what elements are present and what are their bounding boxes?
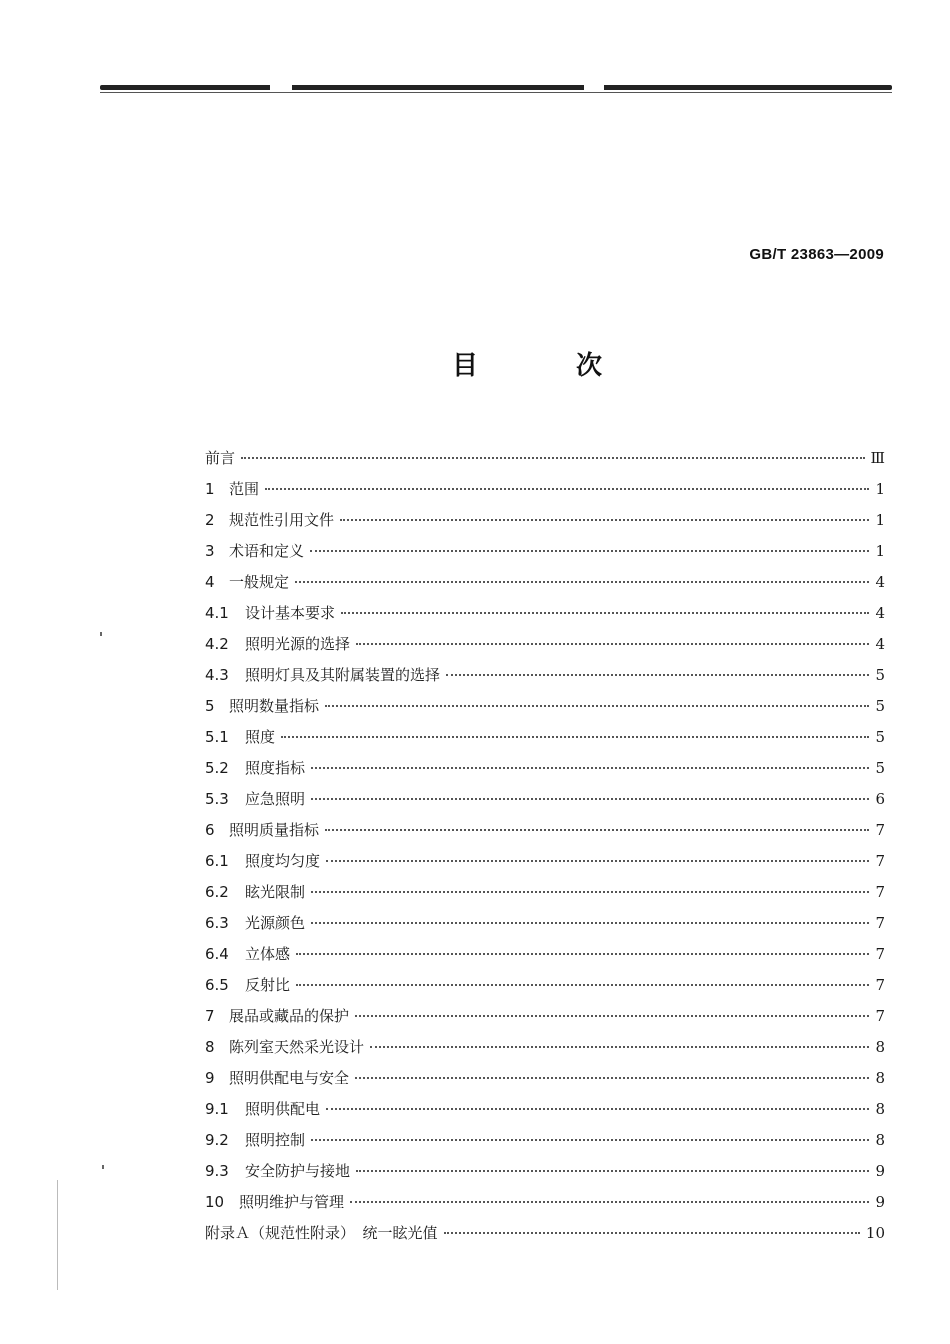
toc-entry-page: 1: [875, 542, 885, 560]
toc-entry-number: 8: [205, 1038, 215, 1056]
dot-leader: [311, 798, 869, 800]
toc-entry[interactable]: [205, 784, 885, 815]
toc-entry-page: 7: [875, 883, 885, 901]
toc-entry[interactable]: [205, 505, 885, 536]
toc-entry-label: 眩光限制: [245, 883, 306, 901]
toc-entry-page: 9: [875, 1193, 885, 1211]
toc-entry-number: 9.3: [205, 1162, 229, 1180]
toc-entry-label: 照明供配电与安全: [229, 1069, 350, 1087]
toc-entry-page: 8: [875, 1131, 885, 1149]
toc-entry[interactable]: [205, 1156, 885, 1187]
dot-leader: [281, 736, 869, 738]
dot-leader: [311, 1139, 869, 1141]
toc-entry-number: 5.1: [205, 728, 229, 746]
toc-entry-label: 照明维护与管理: [239, 1193, 345, 1211]
dot-leader: [446, 674, 869, 676]
dot-leader: [296, 953, 869, 955]
toc-entry[interactable]: [205, 908, 885, 939]
toc-entry-number: 4.1: [205, 604, 229, 622]
toc-entry-label: 照度指标: [245, 759, 306, 777]
toc-entry-label: 光源颜色: [245, 914, 306, 932]
toc-entry-page: 4: [875, 635, 885, 653]
toc-entry-page: 7: [875, 1007, 885, 1025]
toc-entry-number: 5.3: [205, 790, 229, 808]
toc-entry-number: 2: [205, 511, 215, 529]
toc-entry-label: 附录Ａ（规范性附录） 统一眩光值: [205, 1224, 438, 1242]
dot-leader: [295, 581, 869, 583]
dot-leader: [326, 860, 869, 862]
toc-entry-page: 7: [875, 821, 885, 839]
scan-edge-line: [57, 1180, 58, 1290]
toc-entry-page: 8: [875, 1069, 885, 1087]
toc-entry[interactable]: [205, 443, 885, 474]
toc-entry-number: 9: [205, 1069, 215, 1087]
dot-leader: [310, 550, 869, 552]
dot-leader: [265, 488, 869, 490]
toc-entry-page: 5: [875, 759, 885, 777]
toc-entry-page: 1: [875, 511, 885, 529]
dot-leader: [444, 1232, 860, 1234]
toc-entry[interactable]: [205, 970, 885, 1001]
dot-leader: [311, 922, 869, 924]
toc-entry-page: 10: [865, 1224, 885, 1242]
toc-entry-page: 9: [875, 1162, 885, 1180]
toc-entry-label: 照明供配电: [245, 1100, 321, 1118]
toc-entry-number: 6.3: [205, 914, 229, 932]
toc-entry-label: 应急照明: [245, 790, 306, 808]
standard-number: GB/T 23863—2009: [749, 246, 884, 263]
toc-entry-number: 5.2: [205, 759, 229, 777]
dot-leader: [326, 1108, 869, 1110]
margin-mark: [102, 1165, 104, 1169]
toc-entry[interactable]: [205, 474, 885, 505]
dot-leader: [355, 1077, 869, 1079]
toc-entry-page: 7: [875, 945, 885, 963]
dot-leader: [370, 1046, 869, 1048]
toc-entry[interactable]: [205, 629, 885, 660]
toc-entry[interactable]: [205, 815, 885, 846]
toc-entry[interactable]: [205, 536, 885, 567]
toc-entry[interactable]: [205, 722, 885, 753]
toc-entry-label: 照明质量指标: [229, 821, 320, 839]
margin-mark: [100, 632, 102, 636]
toc-entry-number: 6.1: [205, 852, 229, 870]
dot-leader: [355, 1015, 869, 1017]
toc-entry-number: 7: [205, 1007, 215, 1025]
header-rule: [100, 83, 892, 94]
toc-entry[interactable]: [205, 1001, 885, 1032]
toc-entry[interactable]: [205, 691, 885, 722]
toc-entry-label: 范围: [229, 480, 260, 498]
toc-entry-page: 5: [875, 666, 885, 684]
dot-leader: [241, 457, 865, 459]
toc-entry-page: 7: [875, 976, 885, 994]
toc-entry[interactable]: [205, 1218, 885, 1249]
toc-entry-label: 设计基本要求: [245, 604, 336, 622]
toc-entry-number: 6.4: [205, 945, 229, 963]
toc-entry[interactable]: [205, 753, 885, 784]
toc-entry-number: 5: [205, 697, 215, 715]
toc-entry[interactable]: [205, 598, 885, 629]
toc-entry-label: 照度均匀度: [245, 852, 321, 870]
dot-leader: [311, 767, 869, 769]
toc-entry-number: 4: [205, 573, 215, 591]
dot-leader: [325, 829, 869, 831]
toc-entry-page: 1: [875, 480, 885, 498]
toc-entry-page: 4: [875, 604, 885, 622]
toc-entry-label: 前言: [205, 449, 236, 467]
toc-entry-label: 一般规定: [229, 573, 290, 591]
dot-leader: [311, 891, 869, 893]
toc-entry[interactable]: [205, 1125, 885, 1156]
toc-entry-page: 8: [875, 1100, 885, 1118]
toc-entry-number: 6.2: [205, 883, 229, 901]
toc-entry[interactable]: [205, 1094, 885, 1125]
toc-entry-label: 陈列室天然采光设计: [229, 1038, 365, 1056]
toc-entry-label: 照明灯具及其附属装置的选择: [245, 666, 441, 684]
toc-entry-number: 1: [205, 480, 215, 498]
toc-entry-label: 照度: [245, 728, 276, 746]
toc-entry-number: 4.2: [205, 635, 229, 653]
toc-entry[interactable]: [205, 1187, 885, 1218]
toc-entry-label: 照明光源的选择: [245, 635, 351, 653]
dot-leader: [325, 705, 869, 707]
toc-list: [205, 443, 885, 1249]
toc-entry-number: 6: [205, 821, 215, 839]
toc-entry-page: 4: [875, 573, 885, 591]
toc-entry-label: 展品或藏品的保护: [229, 1007, 350, 1025]
toc-entry-number: 4.3: [205, 666, 229, 684]
dot-leader: [356, 1170, 869, 1172]
toc-entry-page: 8: [875, 1038, 885, 1056]
toc-entry-number: 3: [205, 542, 215, 560]
toc-entry[interactable]: [205, 660, 885, 691]
toc-entry-label: 术语和定义: [229, 542, 305, 560]
toc-entry-label: 照明控制: [245, 1131, 306, 1149]
dot-leader: [340, 519, 869, 521]
toc-entry[interactable]: [205, 846, 885, 877]
toc-entry-label: 反射比: [245, 976, 291, 994]
dot-leader: [296, 984, 869, 986]
toc-entry-label: 立体感: [245, 945, 291, 963]
toc-entry-page: 7: [875, 852, 885, 870]
toc-entry-number: 10: [205, 1193, 225, 1211]
toc-entry[interactable]: [205, 939, 885, 970]
toc-entry-page: 5: [875, 728, 885, 746]
toc-entry[interactable]: [205, 1063, 885, 1094]
toc-entry-page: Ⅲ: [870, 449, 885, 467]
toc-entry-label: 规范性引用文件: [229, 511, 335, 529]
toc-entry-page: 6: [875, 790, 885, 808]
dot-leader: [341, 612, 869, 614]
toc-entry-number: 9.2: [205, 1131, 229, 1149]
toc-entry-page: 7: [875, 914, 885, 932]
toc-entry[interactable]: [205, 567, 885, 598]
toc-entry[interactable]: [205, 877, 885, 908]
toc-title: 目 次: [451, 351, 638, 381]
toc-entry-page: 5: [875, 697, 885, 715]
toc-entry-number: 6.5: [205, 976, 229, 994]
toc-entry-label: 安全防护与接地: [245, 1162, 351, 1180]
toc-entry-number: 9.1: [205, 1100, 229, 1118]
toc-entry[interactable]: [205, 1032, 885, 1063]
dot-leader: [356, 643, 869, 645]
toc-entry-label: 照明数量指标: [229, 697, 320, 715]
dot-leader: [350, 1201, 869, 1203]
